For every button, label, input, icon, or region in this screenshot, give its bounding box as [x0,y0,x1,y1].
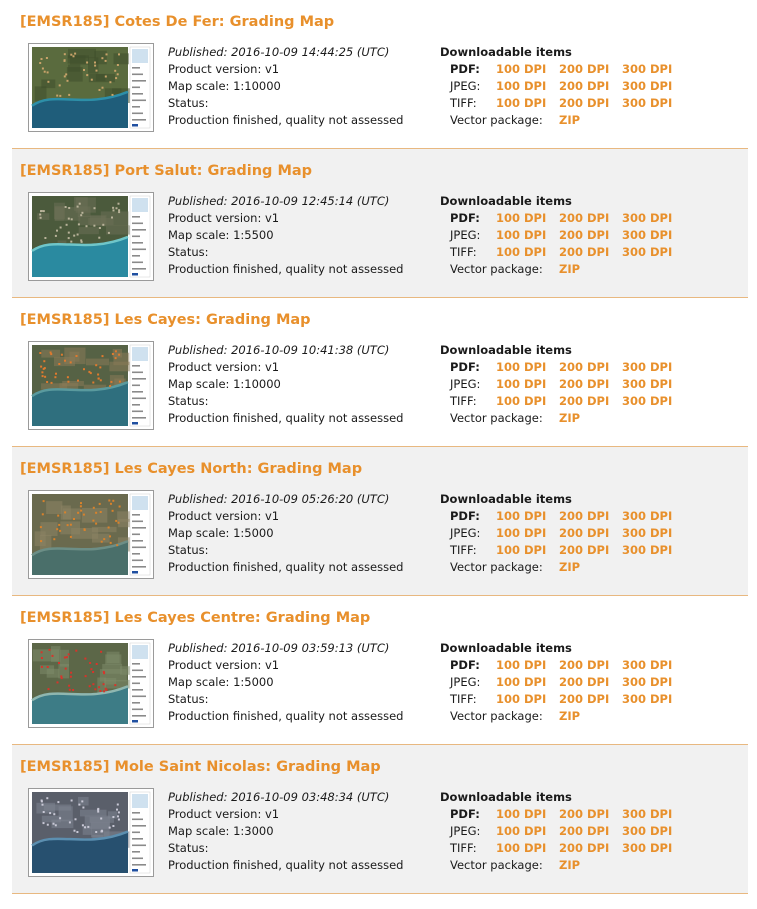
format-label: JPEG: [450,526,481,540]
map-thumbnail-image [29,342,153,429]
product-version: Product version: v1 [168,211,280,225]
tiff-200dpi-link[interactable]: 200 DPI [559,245,610,259]
status-value: Production finished, quality not assessed [168,113,404,127]
map-product-entry [12,298,748,447]
pdf-100dpi-link[interactable]: 100 DPI [496,807,547,821]
status-value: Production finished, quality not assessed [168,411,404,425]
format-label: PDF: [450,807,480,821]
vector-zip-link[interactable]: ZIP [559,709,581,723]
status-label: Status: [168,841,209,855]
tiff-100dpi-link[interactable]: 100 DPI [496,841,547,855]
pdf-300dpi-link[interactable]: 300 DPI [622,509,673,523]
tiff-100dpi-link[interactable]: 100 DPI [496,692,547,706]
published-date: Published: 2016-10-09 03:59:13 (UTC) [168,641,390,655]
format-label: Vector package: [450,709,543,723]
format-label: PDF: [450,211,480,225]
jpeg-300dpi-link[interactable]: 300 DPI [622,228,673,242]
jpeg-200dpi-link[interactable]: 200 DPI [559,526,610,540]
format-label: JPEG: [450,377,481,391]
vector-zip-link[interactable]: ZIP [559,411,581,425]
product-version: Product version: v1 [168,360,280,374]
tiff-100dpi-link[interactable]: 100 DPI [496,245,547,259]
download-row-tiff [440,95,673,112]
map-scale: Map scale: 1:3000 [168,824,274,838]
map-product-entry [12,0,748,149]
format-label: TIFF: [450,394,477,408]
vector-zip-link[interactable]: ZIP [559,858,581,872]
format-label: Vector package: [450,262,543,276]
format-label: JPEG: [450,79,481,93]
download-row-jpeg [440,78,673,95]
format-label: PDF: [450,62,480,76]
download-row-jpeg [440,674,673,691]
published-date: Published: 2016-10-09 10:41:38 (UTC) [168,343,390,357]
downloadable-items-heading: Downloadable items [440,45,572,59]
map-product-title[interactable]: [EMSR185] Les Cayes North: Grading Map [20,461,363,477]
pdf-200dpi-link[interactable]: 200 DPI [559,211,610,225]
format-label: PDF: [450,658,480,672]
status-value: Production finished, quality not assessed [168,262,404,276]
downloadable-items-heading: Downloadable items [440,641,572,655]
jpeg-200dpi-link[interactable]: 200 DPI [559,377,610,391]
download-row-pdf [440,359,673,376]
tiff-200dpi-link[interactable]: 200 DPI [559,692,610,706]
pdf-300dpi-link[interactable]: 300 DPI [622,211,673,225]
jpeg-300dpi-link[interactable]: 300 DPI [622,824,673,838]
download-row-jpeg [440,525,673,542]
map-thumbnail[interactable] [28,341,154,430]
status-label: Status: [168,692,209,706]
jpeg-100dpi-link[interactable]: 100 DPI [496,824,547,838]
tiff-300dpi-link[interactable]: 300 DPI [622,245,673,259]
map-product-title[interactable]: [EMSR185] Port Salut: Grading Map [20,163,313,179]
format-label: TIFF: [450,96,477,110]
format-label: JPEG: [450,824,481,838]
product-version: Product version: v1 [168,658,280,672]
pdf-300dpi-link[interactable]: 300 DPI [622,360,673,374]
download-row-pdf [440,210,673,227]
pdf-200dpi-link[interactable]: 200 DPI [559,807,610,821]
vector-zip-link[interactable]: ZIP [559,262,581,276]
published-date: Published: 2016-10-09 05:26:20 (UTC) [168,492,390,506]
product-version: Product version: v1 [168,62,280,76]
tiff-200dpi-link[interactable]: 200 DPI [559,96,610,110]
download-row-vector [440,112,581,129]
map-scale: Map scale: 1:5500 [168,228,274,242]
jpeg-100dpi-link[interactable]: 100 DPI [496,675,547,689]
tiff-100dpi-link[interactable]: 100 DPI [496,543,547,557]
pdf-300dpi-link[interactable]: 300 DPI [622,62,673,76]
pdf-300dpi-link[interactable]: 300 DPI [622,658,673,672]
jpeg-300dpi-link[interactable]: 300 DPI [622,526,673,540]
download-row-vector [440,261,581,278]
download-row-vector [440,857,581,874]
jpeg-200dpi-link[interactable]: 200 DPI [559,824,610,838]
status-value: Production finished, quality not assessed [168,709,404,723]
tiff-300dpi-link[interactable]: 300 DPI [622,543,673,557]
downloadable-items-heading: Downloadable items [440,492,572,506]
published-date: Published: 2016-10-09 12:45:14 (UTC) [168,194,390,208]
jpeg-200dpi-link[interactable]: 200 DPI [559,79,610,93]
jpeg-300dpi-link[interactable]: 300 DPI [622,377,673,391]
map-thumbnail-image [29,193,153,280]
map-product-list [12,0,748,894]
downloadable-items-heading: Downloadable items [440,790,572,804]
pdf-200dpi-link[interactable]: 200 DPI [559,360,610,374]
status-label: Status: [168,543,209,557]
map-scale: Map scale: 1:10000 [168,377,281,391]
map-product-meta [168,342,403,427]
download-row-tiff [440,542,673,559]
pdf-100dpi-link[interactable]: 100 DPI [496,211,547,225]
status-value: Production finished, quality not assessed [168,560,404,574]
jpeg-300dpi-link[interactable]: 300 DPI [622,675,673,689]
map-scale: Map scale: 1:10000 [168,79,281,93]
map-product-title[interactable]: [EMSR185] Les Cayes: Grading Map [20,312,311,328]
jpeg-100dpi-link[interactable]: 100 DPI [496,79,547,93]
format-label: Vector package: [450,113,543,127]
tiff-300dpi-link[interactable]: 300 DPI [622,692,673,706]
published-date: Published: 2016-10-09 14:44:25 (UTC) [168,45,390,59]
pdf-300dpi-link[interactable]: 300 DPI [622,807,673,821]
pdf-200dpi-link[interactable]: 200 DPI [559,658,610,672]
pdf-200dpi-link[interactable]: 200 DPI [559,509,610,523]
pdf-100dpi-link[interactable]: 100 DPI [496,62,547,76]
status-label: Status: [168,394,209,408]
download-row-tiff [440,393,673,410]
jpeg-100dpi-link[interactable]: 100 DPI [496,526,547,540]
tiff-300dpi-link[interactable]: 300 DPI [622,96,673,110]
download-row-pdf [440,508,673,525]
map-thumbnail[interactable] [28,639,154,728]
download-row-tiff [440,244,673,261]
map-thumbnail-image [29,491,153,578]
downloadable-items [440,193,673,278]
map-thumbnail-image [29,789,153,876]
map-product-meta [168,789,403,874]
download-row-vector [440,410,581,427]
tiff-300dpi-link[interactable]: 300 DPI [622,841,673,855]
pdf-100dpi-link[interactable]: 100 DPI [496,658,547,672]
jpeg-300dpi-link[interactable]: 300 DPI [622,79,673,93]
published-date: Published: 2016-10-09 03:48:34 (UTC) [168,790,390,804]
format-label: TIFF: [450,841,477,855]
jpeg-100dpi-link[interactable]: 100 DPI [496,377,547,391]
format-label: PDF: [450,360,480,374]
map-product-meta [168,44,403,129]
download-row-vector [440,559,581,576]
tiff-100dpi-link[interactable]: 100 DPI [496,96,547,110]
download-row-pdf [440,61,673,78]
download-row-jpeg [440,823,673,840]
vector-zip-link[interactable]: ZIP [559,560,581,574]
format-label: Vector package: [450,411,543,425]
map-thumbnail[interactable] [28,192,154,281]
downloadable-items [440,44,673,129]
map-product-title[interactable]: [EMSR185] Mole Saint Nicolas: Grading Map [20,759,381,775]
format-label: TIFF: [450,245,477,259]
status-label: Status: [168,245,209,259]
downloadable-items-heading: Downloadable items [440,343,572,357]
tiff-300dpi-link[interactable]: 300 DPI [622,394,673,408]
map-thumbnail-image [29,640,153,727]
map-scale: Map scale: 1:5000 [168,526,274,540]
map-product-meta [168,491,403,576]
jpeg-200dpi-link[interactable]: 200 DPI [559,228,610,242]
download-row-jpeg [440,376,673,393]
map-product-meta [168,640,403,725]
map-product-title[interactable]: [EMSR185] Cotes De Fer: Grading Map [20,14,335,30]
map-product-title[interactable]: [EMSR185] Les Cayes Centre: Grading Map [20,610,371,626]
download-row-pdf [440,806,673,823]
format-label: Vector package: [450,560,543,574]
vector-zip-link[interactable]: ZIP [559,113,581,127]
tiff-200dpi-link[interactable]: 200 DPI [559,394,610,408]
map-product-meta [168,193,403,278]
download-row-tiff [440,840,673,857]
tiff-200dpi-link[interactable]: 200 DPI [559,841,610,855]
map-product-entry [12,149,748,298]
pdf-100dpi-link[interactable]: 100 DPI [496,509,547,523]
map-thumbnail-image [29,44,153,131]
pdf-200dpi-link[interactable]: 200 DPI [559,62,610,76]
downloadable-items [440,789,673,874]
pdf-100dpi-link[interactable]: 100 DPI [496,360,547,374]
download-row-jpeg [440,227,673,244]
downloadable-items-heading: Downloadable items [440,194,572,208]
map-thumbnail[interactable] [28,43,154,132]
downloadable-items [440,342,673,427]
format-label: PDF: [450,509,480,523]
product-version: Product version: v1 [168,807,280,821]
jpeg-100dpi-link[interactable]: 100 DPI [496,228,547,242]
map-product-entry [12,745,748,894]
format-label: JPEG: [450,228,481,242]
jpeg-200dpi-link[interactable]: 200 DPI [559,675,610,689]
format-label: TIFF: [450,543,477,557]
download-row-tiff [440,691,673,708]
map-thumbnail[interactable] [28,490,154,579]
product-version: Product version: v1 [168,509,280,523]
map-product-entry [12,447,748,596]
status-label: Status: [168,96,209,110]
downloadable-items [440,491,673,576]
map-scale: Map scale: 1:5000 [168,675,274,689]
downloadable-items [440,640,673,725]
map-product-entry [12,596,748,745]
format-label: JPEG: [450,675,481,689]
tiff-200dpi-link[interactable]: 200 DPI [559,543,610,557]
tiff-100dpi-link[interactable]: 100 DPI [496,394,547,408]
format-label: TIFF: [450,692,477,706]
map-thumbnail[interactable] [28,788,154,877]
download-row-pdf [440,657,673,674]
format-label: Vector package: [450,858,543,872]
download-row-vector [440,708,581,725]
status-value: Production finished, quality not assessed [168,858,404,872]
